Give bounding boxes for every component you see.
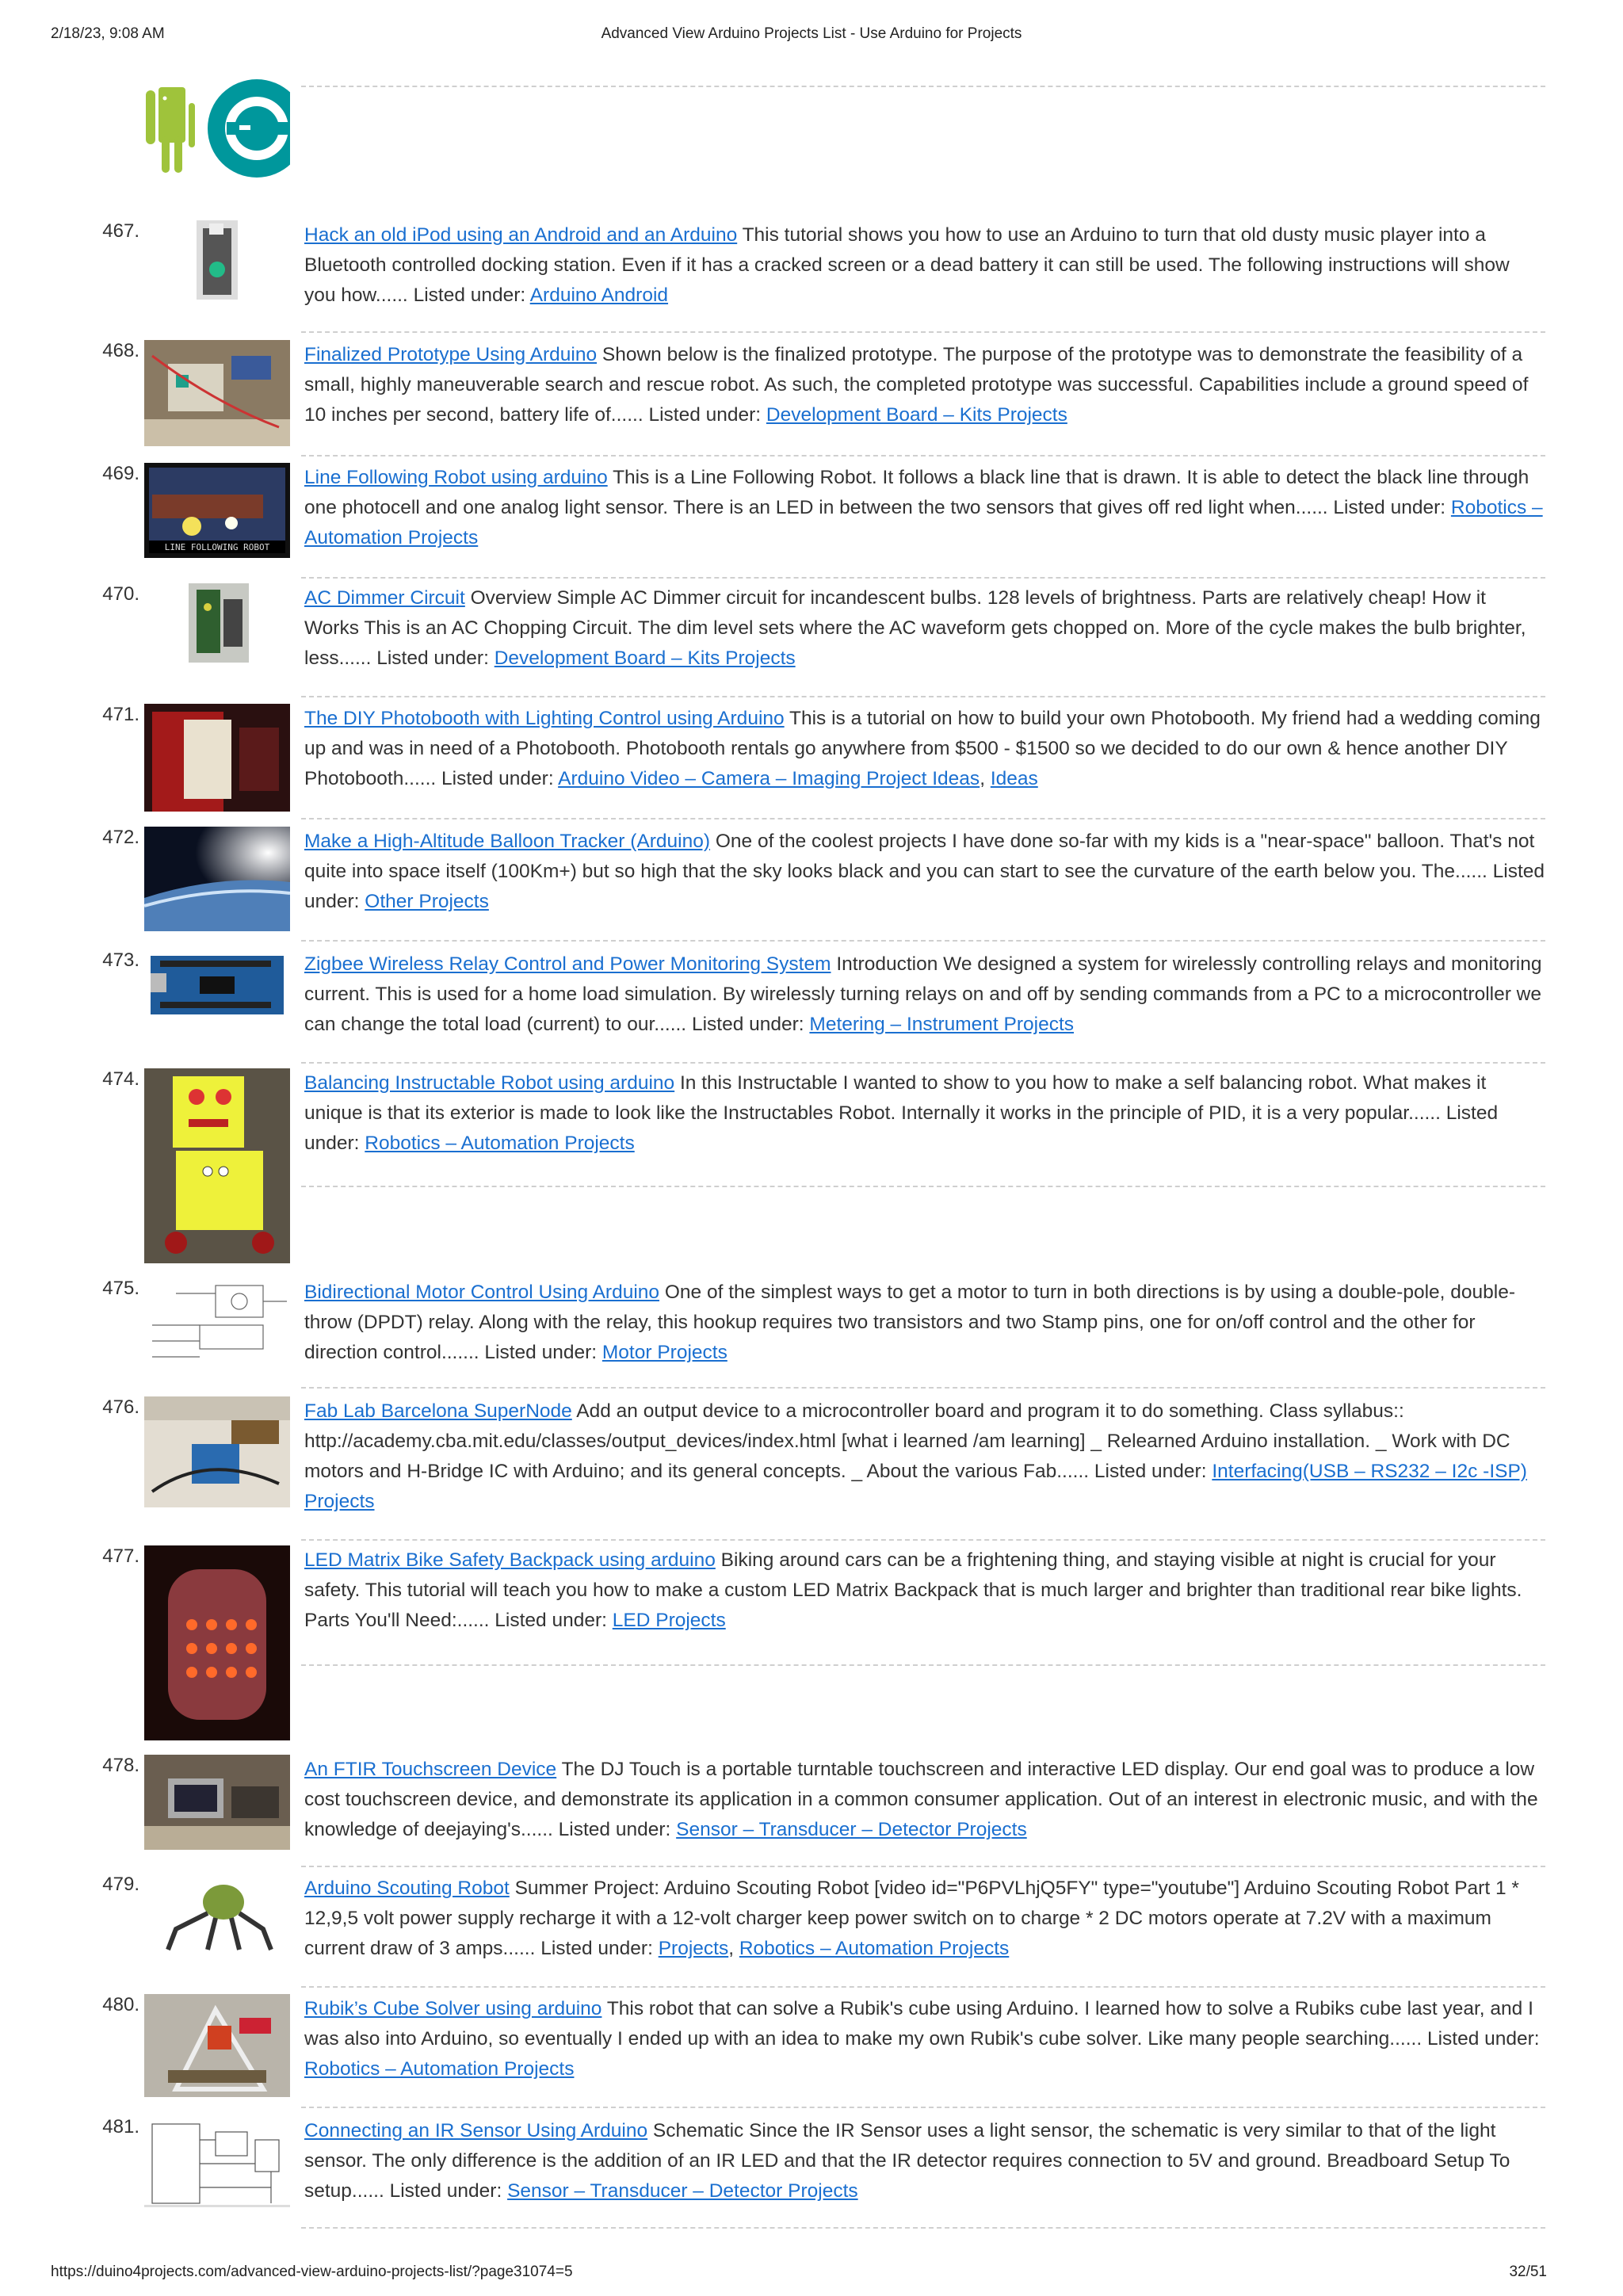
listed-under-label: Listed under: [691, 1014, 804, 1035]
separator [301, 1866, 1545, 1867]
thumbnail-ac-dimmer[interactable] [144, 583, 290, 663]
item-body [304, 1755, 1545, 1845]
thumbnail-motor-schematic[interactable] [144, 1278, 290, 1371]
thumbnail-led-backpack[interactable] [144, 1545, 290, 1740]
category-link[interactable]: Sensor – Transducer – Detector Projects [507, 2180, 858, 2202]
project-title-link[interactable]: Fab Lab Barcelona SuperNode [304, 1400, 572, 1422]
project-description: One of the coolest projects I have done so-far with my kids is a "near-space" balloon. That's not quite into space itself (100Km+) but so high that the sky looks black and you can start to see the curvature of the earth below you. The...... [304, 831, 1535, 882]
item-number: 473. [102, 949, 139, 971]
listed-under-label: Listed under: [648, 404, 762, 426]
project-title-link[interactable]: AC Dimmer Circuit [304, 587, 465, 609]
project-description: One of the simplest ways to get a motor to turn in both directions is by using a double-pole, double-throw (DPDT) relay. Along with the relay, this hookup requires two transistors and two Stamp pins, one for on/off control and the other for direction control....... [304, 1282, 1515, 1363]
category-link[interactable]: Robotics – Automation Projects [365, 1133, 635, 1154]
thumbnail-balloon-earth[interactable] [144, 827, 290, 931]
android-arduino-logo [144, 67, 290, 185]
project-title-link[interactable]: Rubik’s Cube Solver using arduino [304, 1998, 602, 2019]
page-title: Advanced View Arduino Projects List - Use Arduino for Projects [601, 25, 1022, 42]
separator [301, 455, 1545, 457]
thumbnail-prototype[interactable] [144, 340, 290, 446]
listed-under-label: Listed under: [558, 1819, 671, 1840]
item-number: 472. [102, 827, 139, 848]
project-title-link[interactable]: Bidirectional Motor Control Using Arduino [304, 1282, 660, 1303]
project-description: The DJ Touch is a portable turntable touchscreen and interactive LED display. Our end goal was to produce a low cost touchscreen device, and demonstrate its application in a common consumer application. Out of an interest in electronic music, and with the knowledge of deejaying's...... [304, 1759, 1538, 1840]
item-body [304, 1545, 1545, 1636]
separator [301, 1986, 1545, 1988]
separator [301, 2227, 1545, 2229]
item-body [304, 1068, 1545, 1159]
separator [301, 2107, 1545, 2108]
item-number: 475. [102, 1278, 139, 1299]
item-number: 480. [102, 1994, 139, 2015]
thumbnail-ir-schematic[interactable] [144, 2116, 290, 2211]
item-number: 468. [102, 340, 139, 361]
separator [301, 1387, 1545, 1389]
project-description: This is a Line Following Robot. It follows a black line that is drawn. It is able to detect the black line through one photocell and one analog light sensor. There is an LED in between the two sensors that gives off red light when...... [304, 467, 1529, 518]
item-body: The DIY Photobooth with Lighting Control using Arduino This is a tutorial on how to build your own Photobooth. My friend had a wedding coming up and was in need of a Photobooth. Photobooth rentals go anywhere from $500 - $1500 so we decided to do our own & hence another DIY Photobooth...... Listed under: Arduino Video – Camera – Imaging Project Ideas, Ideas [304, 708, 1541, 789]
category-link[interactable]: Robotics – Automation Projects [739, 1938, 1010, 1959]
item-body [304, 220, 1545, 311]
project-description: Overview Simple AC Dimmer circuit for incandescent bulbs. 128 levels of brightness. Parts are relatively cheap! How it Works This is an AC Chopping Circuit. The dim level sets where the AC waveform gets chopped on. More of the cycle makes the bulb brighter, less...... [304, 587, 1526, 669]
separator [301, 818, 1545, 819]
listed-under-label: Listed under: [304, 861, 1545, 912]
thumbnail-supernode[interactable] [144, 1396, 290, 1507]
svg-text:LINE FOLLOWING ROBOT: LINE FOLLOWING ROBOT [164, 542, 270, 552]
separator [301, 577, 1545, 579]
project-title-link[interactable]: Line Following Robot using arduino [304, 467, 608, 488]
category-link[interactable]: Ideas [990, 768, 1038, 789]
item-body [304, 827, 1545, 917]
project-title-link[interactable]: Zigbee Wireless Relay Control and Power Monitoring System [304, 953, 831, 975]
project-description: Summer Project: Arduino Scouting Robot [video id="P6PVLhjQ5FY" type="youtube"] Arduino Scouting Robot Part 1 * 12,9,5 volt power supply recharge it with a 12-volt charger keep power switch on to charge * 2 DC motors operate at 7.2V with a maximum current draw of 3 amps...... [304, 1878, 1519, 1959]
project-title-link[interactable]: The DIY Photobooth with Lighting Control using Arduino [304, 708, 785, 729]
category-link[interactable]: Sensor – Transducer – Detector Projects [676, 1819, 1027, 1840]
item-number: 479. [102, 1874, 139, 1895]
item-body [304, 1396, 1545, 1517]
separator [301, 696, 1545, 697]
project-title-link[interactable]: Make a High-Altitude Balloon Tracker (Arduino) [304, 831, 711, 852]
project-description: Shown below is the finalized prototype. The purpose of the prototype was to demonstrate the feasibility of a small, highly maneuverable search and rescue robot. As such, the completed prototype was successful. Capabilities include a ground speed of 10 inches per second, battery life of...... [304, 344, 1529, 426]
project-title-link[interactable]: An FTIR Touchscreen Device [304, 1759, 557, 1780]
item-body [304, 949, 1545, 1040]
item-number: 467. [102, 220, 139, 242]
page-number: 32/51 [1509, 2264, 1547, 2280]
separator [301, 86, 1545, 87]
project-title-link[interactable]: Balancing Instructable Robot using arduino [304, 1072, 675, 1094]
separator [301, 1664, 1545, 1666]
listed-under-label: Listed under: [1333, 497, 1446, 518]
thumbnail-photobooth[interactable] [144, 704, 290, 812]
item-number: 474. [102, 1068, 139, 1090]
listed-under-label: Listed under: [441, 768, 554, 789]
item-body [304, 463, 1545, 553]
category-link[interactable]: Robotics – Automation Projects [304, 2058, 575, 2080]
project-description: This is a tutorial on how to build your own Photobooth. My friend had a wedding coming up and was in need of a Photobooth. Photobooth rentals go anywhere from $500 - $1500 so we decided to do our own & hence another DIY Photobooth...... [304, 708, 1541, 789]
page-url: https://duino4projects.com/advanced-view-arduino-projects-list/?page31074=5 [51, 2264, 573, 2280]
item-body: Arduino Scouting Robot Summer Project: Arduino Scouting Robot [video id="P6PVLhjQ5FY" type="youtube"] Arduino Scouting Robot Part 1 * 12,9,5 volt power supply recharge it with a 12-volt charger keep power switch on to charge * 2 DC motors operate at 7.2V with a maximum current draw of 3 amps...... Listed under: Projects, Robotics – Automation Projects [304, 1878, 1519, 1959]
item-body [304, 2116, 1545, 2206]
thumbnail-ipod[interactable] [144, 220, 290, 300]
item-number: 476. [102, 1396, 139, 1418]
thumbnail-touchscreen[interactable] [144, 1755, 290, 1850]
listed-under-label: Listed under: [1426, 2028, 1540, 2050]
print-datetime: 2/18/23, 9:08 AM [51, 25, 165, 42]
project-title-link[interactable]: LED Matrix Bike Safety Backpack using arduino [304, 1549, 716, 1571]
project-description: Biking around cars can be a frightening thing, and staying visible at night is crucial for your safety. This tutorial will teach you how to make a custom LED Matrix Backpack that is much larger and brighter than traditional rear bike lights. Parts You'll Need:...... [304, 1549, 1522, 1631]
listed-under-label: Listed under: [376, 648, 489, 669]
category-link[interactable]: Development Board – Kits Projects [766, 404, 1067, 426]
item-body [304, 583, 1545, 674]
project-description: Introduction We designed a system for wirelessly controlling relays and monitoring current. This is used for a home load simulation. By wirelessly turning relays on and off by sending commands from a PC to a microcontroller we can change the total load (current) to our...... [304, 953, 1542, 1035]
item-number: 478. [102, 1755, 139, 1776]
project-title-link[interactable]: Connecting an IR Sensor Using Arduino [304, 2120, 648, 2141]
category-link[interactable]: Robotics – Automation Projects [304, 497, 1543, 548]
listed-under-label: Listed under: [1094, 1461, 1207, 1482]
separator [301, 1062, 1545, 1064]
item-number: 471. [102, 704, 139, 725]
category-link[interactable]: Motor Projects [601, 1342, 727, 1363]
project-title-link[interactable]: Finalized Prototype Using Arduino [304, 344, 598, 365]
project-description: This robot that can solve a Rubik's cube using Arduino. I learned how to solve a Rubiks cube last year, and I was also into Arduino, so eventually I ended up with an idea to make my own Rubik's cube solver. Like many people searching...... [304, 1998, 1533, 2050]
listed-under-label: Listed under: [413, 285, 526, 306]
category-link[interactable]: Projects [658, 1938, 729, 1959]
item-body [304, 1278, 1545, 1368]
project-title-link[interactable]: Hack an old iPod using an Android and an Arduino [304, 224, 738, 246]
thumbnail-instructable-robot[interactable] [144, 1068, 290, 1263]
item-body [304, 1994, 1545, 2084]
category-link[interactable]: Arduino Android [529, 285, 669, 306]
separator [301, 940, 1545, 942]
item-number: 477. [102, 1545, 139, 1567]
project-description: Schematic Since the IR Sensor uses a light sensor, the schematic is very similar to that of the light sensor. The only difference is the addition of an IR LED and that the IR detector requires connection to 5V and ground. Breadboard Setup To setup...... [304, 2120, 1510, 2202]
listed-under-label: Listed under: [484, 1342, 598, 1363]
thumbnail-rubiks-solver[interactable] [144, 1994, 290, 2097]
item-number: 470. [102, 583, 139, 605]
thumbnail-arduino-mega[interactable] [144, 949, 290, 1021]
item-number: 469. [102, 463, 139, 484]
project-description: Add an output device to a microcontroller board and program it to do something. Class syllabus:: http://academy.cba.mit.edu/classes/output_devices/index.html [what i learned /am learning] _ Relearned Arduino installation. _ Work with DC motors and H-Bridge IC with Arduino; and its general concepts. _ About the various Fab...... [304, 1400, 1510, 1482]
category-link[interactable]: LED Projects [612, 1610, 726, 1631]
listed-under-label: Listed under: [389, 2180, 502, 2202]
project-title-link[interactable]: Arduino Scouting Robot [304, 1878, 510, 1899]
listed-under-label: Listed under: [304, 1102, 1499, 1154]
separator [301, 1186, 1545, 1187]
thumbnail-scouting-robot[interactable] [144, 1874, 290, 1956]
category-link[interactable]: Interfacing(USB – RS232 – I2c -ISP) Projects [304, 1461, 1527, 1512]
listed-under-label: Listed under: [495, 1610, 607, 1631]
separator [301, 331, 1545, 333]
category-link[interactable]: Metering – Instrument Projects [809, 1014, 1075, 1035]
category-link[interactable]: Development Board – Kits Projects [494, 648, 796, 669]
category-link[interactable]: Other Projects [365, 891, 489, 912]
thumbnail-line-robot[interactable] [144, 463, 290, 558]
item-number: 481. [102, 2116, 139, 2137]
listed-under-label: Listed under: [540, 1938, 653, 1959]
item-body [304, 340, 1545, 430]
category-link[interactable]: Arduino Video – Camera – Imaging Project Ideas [558, 768, 980, 789]
separator [301, 1539, 1545, 1541]
project-description: This tutorial shows you how to use an Arduino to turn that old dusty music player into a Bluetooth controlled docking station. Even if it has a cracked screen or a dead battery it can still be used. The following instructions will show you how...... [304, 224, 1510, 306]
project-description: In this Instructable I wanted to show to you how to make a self balancing robot. What makes it unique is that its exterior is made to look like the Instructables Robot. Internally it works in the principle of PID, it is a very popular...... [304, 1072, 1487, 1124]
